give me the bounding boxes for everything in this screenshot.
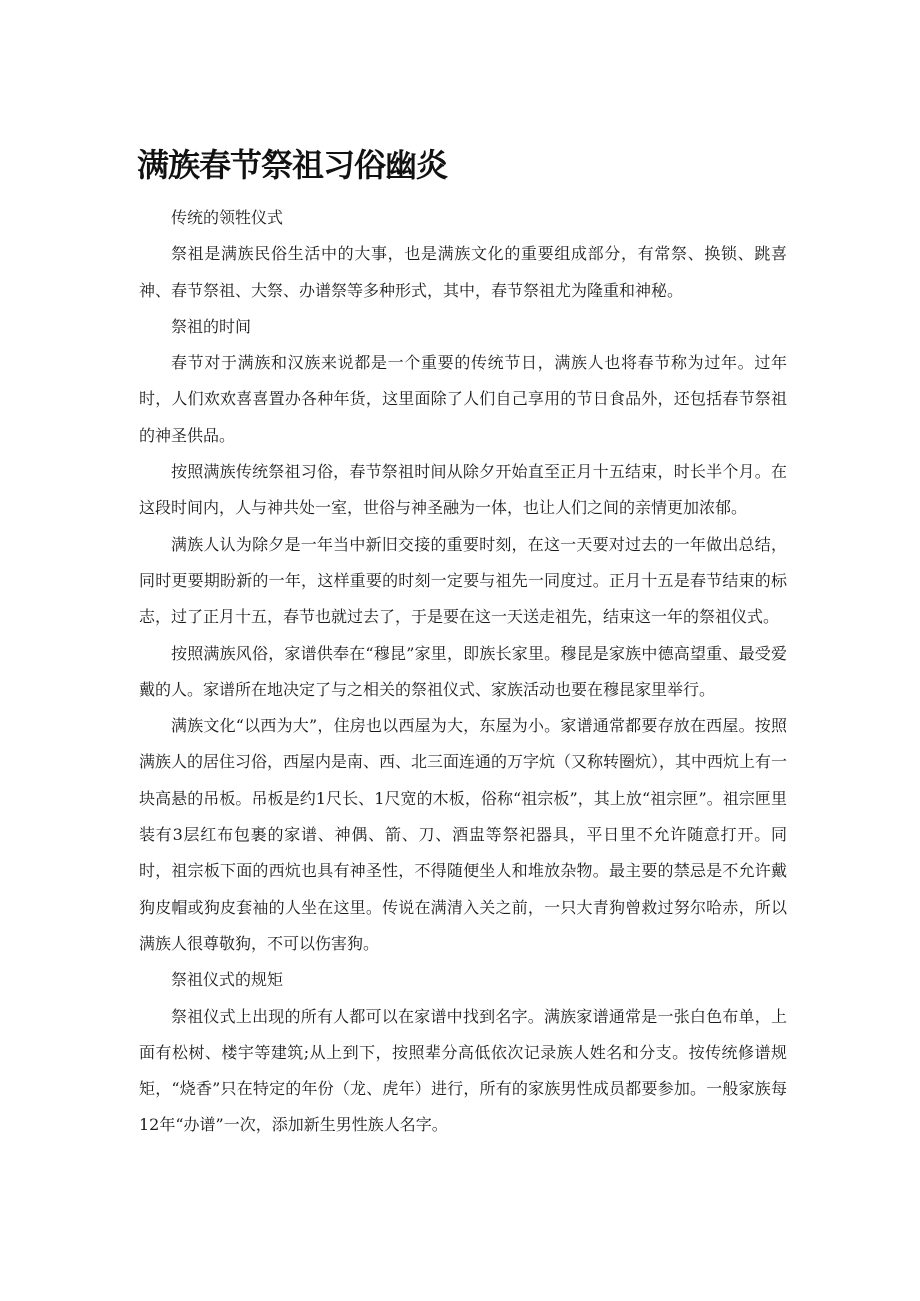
paragraph: 满族文化“以西为大”，住房也以西屋为大，东屋为小。家谱通常都要存放在西屋。按照满族人的居住习俗，西屋内是南、西、北三面连通的万字炕（又称转圈炕），其中西炕上有一块高悬的吊板。吊板是约1尺长、1尺宽的木板，俗称“祖宗板”，其上放“祖宗匣”。祖宗匣里装有3层红布包裹的家谱、神偶、箭、刀、酒盅等祭祀器具，平日里不允许随意打开。同时，祖宗板下面的西炕也具有神圣性，不得随便坐人和堆放杂物。最主要的禁忌是不允许戴狗皮帽或狗皮套袖的人坐在这里。传说在满清入关之前，一只大青狗曾救过努尔哈赤，所以满族人很尊敬狗，不可以伤害狗。 xyxy=(139,716,788,953)
section-heading-time: 祭祖的时间 xyxy=(171,316,252,336)
article-body xyxy=(139,200,787,1144)
section-heading-rules: 祭祖仪式的规矩 xyxy=(171,970,284,990)
paragraph: 春节对于满族和汉族来说都是一个重要的传统节日，满族人也将春节称为过年。过年时，人们欢欢喜喜置办各种年货，这里面除了人们自己享用的节日食品外，还包括春节祭祖的神圣供品。 xyxy=(139,353,787,445)
paragraph: 祭祖仪式上出现的所有人都可以在家谱中找到名字。满族家谱通常是一张白色布单，上面有松树、楼宇等建筑;从上到下，按照辈分高低依次记录族人姓名和分支。按传统修谱规矩，“烧香”只在特定的年份（龙、虎年）进行，所有的家族男性成员都要参加。一般家族每12年“办谱”一次，添加新生男性族人名字。 xyxy=(139,1006,787,1135)
paragraph: 按照满族风俗，家谱供奉在“穆昆”家里，即族长家里。穆昆是家族中德高望重、最受爱戴的人。家谱所在地决定了与之相关的祭祖仪式、家族活动也要在穆昆家里举行。 xyxy=(139,643,787,699)
paragraph: 按照满族传统祭祖习俗，春节祭祖时间从除夕开始直至正月十五结束，时长半个月。在这段时间内，人与神共处一室，世俗与神圣融为一体，也让人们之间的亲情更加浓郁。 xyxy=(139,462,787,518)
paragraph: 祭祖是满族民俗生活中的大事，也是满族文化的重要组成部分，有常祭、换锁、跳喜神、春节祭祖、大祭、办谱祭等多种形式，其中，春节祭祖尤为隆重和神秘。 xyxy=(139,244,787,300)
page-title: 满族春节祭祖习俗幽炎 xyxy=(137,146,448,184)
paragraph: 满族人认为除夕是一年当中新旧交接的重要时刻，在这一天要对过去的一年做出总结，同时更要期盼新的一年，这样重要的时刻一定要与祖先一同度过。正月十五是春节结束的标志，过了正月十五，春节也就过去了，于是要在这一天送走祖先，结束这一年的祭祖仪式。 xyxy=(139,534,787,627)
section-heading-ritual: 传统的领牲仪式 xyxy=(171,208,284,227)
